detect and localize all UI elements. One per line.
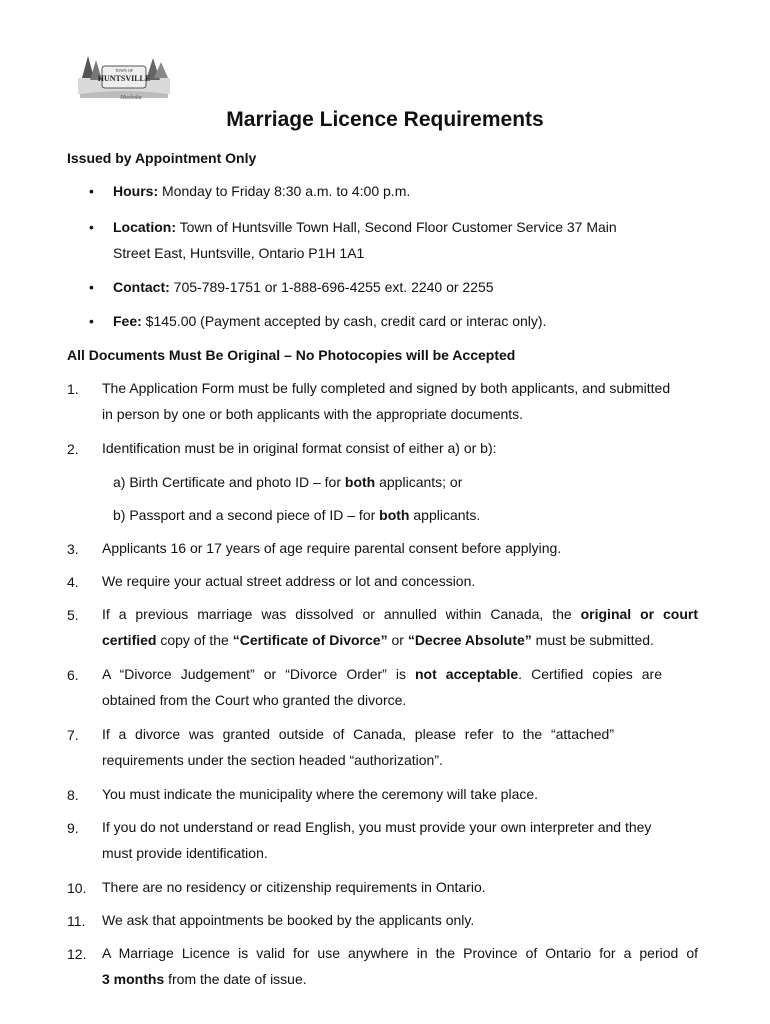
bullet-dot: • <box>89 313 94 329</box>
page-title: Marriage Licence Requirements <box>226 108 544 131</box>
list-item-8: You must indicate the municipality where the ceremony will take place. <box>102 786 539 802</box>
location-line: Location: Town of Huntsville Town Hall, Second Floor Customer Service 37 Main <box>113 219 617 235</box>
item-number: 9. <box>67 820 79 836</box>
list-item-2: Identification must be in original format consist of either a) or b): <box>102 440 497 456</box>
list-item-4: We require your actual street address or lot and concession. <box>102 573 476 589</box>
item-number: 1. <box>67 381 79 397</box>
fee-line: Fee: $145.00 (Payment accepted by cash, credit card or interac only). <box>113 313 547 329</box>
hours-line: Hours: Monday to Friday 8:30 a.m. to 4:00 p.m. <box>113 183 411 199</box>
svg-text:TOWN OF: TOWN OF <box>114 68 134 73</box>
list-item-3: Applicants 16 or 17 years of age require parental consent before applying. <box>102 540 562 556</box>
item-number: 7. <box>67 727 79 743</box>
list-item-7: If a divorce was granted outside of Canada, please refer to the “attached” requirements under the section headed “authorization”. <box>102 726 614 768</box>
list-item-12: A Marriage Licence is valid for use anywhere in the Province of Ontario for a period of 3 months from the date of issue. <box>102 945 698 987</box>
bullet-dot: • <box>89 183 94 199</box>
item-number: 11. <box>67 913 86 929</box>
item-number: 4. <box>67 574 79 590</box>
logo-subtitle: Muskoka <box>120 95 142 101</box>
location-line-2: Street East, Huntsville, Ontario P1H 1A1 <box>113 245 365 261</box>
list-item-11: We ask that appointments be booked by the applicants only. <box>102 912 475 928</box>
list-item-2b: b) Passport and a second piece of ID – for both applicants. <box>113 507 481 523</box>
originals-heading: All Documents Must Be Original – No Photocopies will be Accepted <box>67 347 516 363</box>
list-item-10: There are no residency or citizenship requirements in Ontario. <box>102 879 486 895</box>
list-item-1: The Application Form must be fully completed and signed by both applicants, and submitted in person by one or both applicants with the appropriate documents. <box>102 380 671 422</box>
item-number: 10. <box>67 880 87 896</box>
contact-line: Contact: 705-789-1751 or 1-888-696-4255 ext. 2240 or 2255 <box>113 279 494 295</box>
subtitle: Issued by Appointment Only <box>67 150 257 166</box>
list-item-6: A “Divorce Judgement” or “Divorce Order” is not acceptable. Certified copies are obtained from the Court who granted the divorce. <box>102 666 662 708</box>
item-number: 3. <box>67 541 79 557</box>
item-number: 8. <box>67 787 79 803</box>
item-number: 12. <box>67 946 87 962</box>
list-item-5: If a previous marriage was dissolved or annulled within Canada, the original or court certified copy of the “Certificate of Divorce” or “Decree Absolute” must be submitted. <box>102 606 698 648</box>
item-number: 6. <box>67 667 79 683</box>
bullet-dot: • <box>89 219 94 235</box>
bullet-dot: • <box>89 279 94 295</box>
item-number: 2. <box>67 441 79 457</box>
item-number: 5. <box>67 607 79 623</box>
list-item-9: If you do not understand or read English, you must provide your own interpreter and they must provide identification. <box>102 819 652 861</box>
list-item-2a: a) Birth Certificate and photo ID – for both applicants; or <box>113 474 463 490</box>
logo-wordmark: HUNTSVILLE <box>97 74 151 83</box>
